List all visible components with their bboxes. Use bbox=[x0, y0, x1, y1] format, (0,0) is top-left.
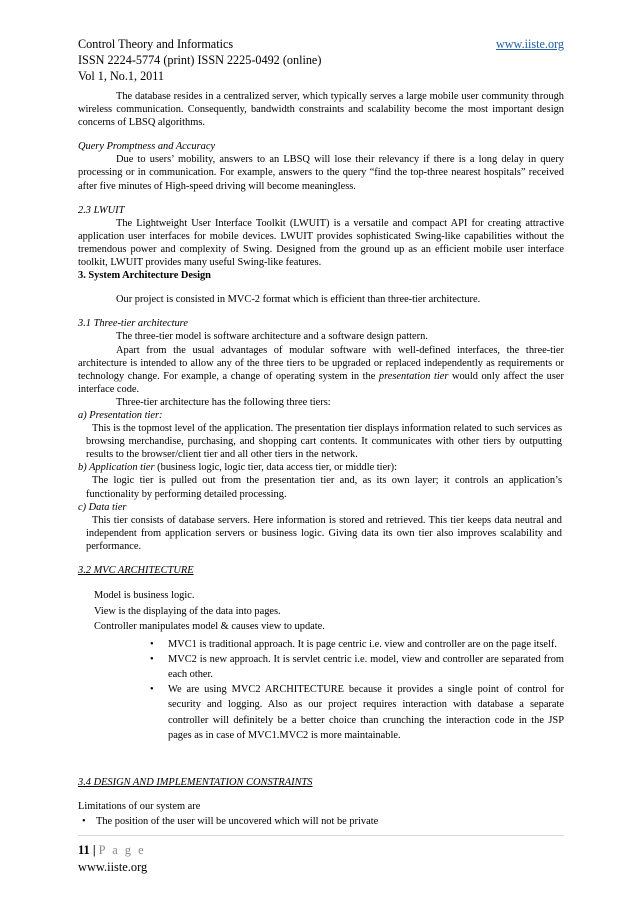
page-footer bbox=[78, 842, 147, 876]
page-separator: | bbox=[92, 843, 96, 857]
mvc-definitions bbox=[78, 588, 564, 635]
mvc-bullet-text: MVC2 is new approach. It is servlet centric i.e. model, view and controller are separated from each other. bbox=[168, 653, 564, 680]
heading-design-constraints: 3.4 DESIGN AND IMPLEMENTATION CONSTRAINTS bbox=[78, 777, 313, 789]
tier-a-text: This is the topmost level of the application. The presentation tier displays information related to such services as browsing merchandise, purchasing, and shopping cart contents. It communicates with other tiers by outputting results to the browser/client tier and all other tiers in the network. bbox=[86, 423, 562, 461]
tier-b-heading bbox=[78, 461, 564, 474]
tier-a-block bbox=[78, 422, 564, 461]
heading-system-architecture: 3. System Architecture Design bbox=[78, 270, 211, 282]
tier-b-text: The logic tier is pulled out from the presentation tier and, as its own layer; it controls an application’s functionality by performing detailed processing. bbox=[86, 475, 562, 500]
paragraph-database: The database resides in a centralized server, which typically serves a large mobile user community through wireless communication. Consequently, bandwidth constraints and scalability become the most important design concerns of LBSQ algorithms. bbox=[78, 91, 564, 129]
mvc-view-line: View is the displaying of the data into pages. bbox=[94, 605, 281, 617]
presentation-tier-emphasis: presentation tier bbox=[378, 370, 449, 382]
mvc-bullet-list bbox=[78, 637, 564, 743]
paragraph-project: Our project is consisted in MVC-2 format which is efficient than three-tier architecture. bbox=[116, 294, 481, 306]
list-item bbox=[150, 682, 564, 743]
paragraph-limitations: Limitations of our system are bbox=[78, 801, 201, 813]
paragraph-three-tier-1: The three-tier model is software architecture and a software design pattern. bbox=[116, 331, 428, 343]
bullet-icon: • bbox=[82, 816, 86, 828]
heading-query-promptness: Query Promptness and Accuracy bbox=[78, 141, 216, 153]
list-item bbox=[150, 637, 564, 652]
page-header bbox=[78, 36, 564, 84]
tier-c-block bbox=[78, 514, 564, 553]
paragraph-lwuit: The Lightweight User Interface Toolkit (LWUIT) is a versatile and compact API for creating attractive application user interfaces for mobile devices. LWUIT provides sophisticated Swing-like capabilities without the tremendous power and complexity of Swing. Designed from the ground up as an efficient mobile user interface toolkit, LWUIT provides many useful Swing-like features. bbox=[78, 217, 564, 269]
footer-divider bbox=[78, 835, 564, 836]
tier-a-label: a) Presentation tier: bbox=[78, 409, 163, 421]
paragraph-three-tier-3: Three-tier architecture has the following three tiers: bbox=[116, 396, 331, 408]
tier-b-block bbox=[78, 474, 564, 500]
list-item bbox=[150, 652, 564, 682]
page-body bbox=[78, 90, 564, 828]
tier-b-label-suffix: (business logic, logic tier, data access tier, or middle tier): bbox=[154, 462, 397, 474]
page-word: P a g e bbox=[98, 843, 146, 857]
bullet-icon: • bbox=[150, 638, 154, 650]
volume-line: Vol 1, No.1, 2011 bbox=[78, 69, 164, 83]
list-item bbox=[82, 815, 564, 828]
journal-url-link[interactable]: www.iiste.org bbox=[495, 37, 564, 51]
tier-b-label: b) Application tier bbox=[78, 462, 155, 474]
tier-c-text: This tier consists of database servers. Here information is stored and retrieved. This tier keeps data neutral and independent from application servers or business logic. Giving data its own tier also improves scalability and performance. bbox=[86, 514, 562, 552]
mvc-controller-line: Controller manipulates model & causes view to update. bbox=[94, 621, 325, 633]
heading-lwuit: 2.3 LWUIT bbox=[78, 204, 125, 216]
bullet-icon: • bbox=[150, 684, 154, 696]
paragraph-three-tier-2 bbox=[78, 344, 564, 396]
paragraph-three-tier-2-text-a: Apart from the usual advantages of modular software with well-defined interfaces, the three-tier architecture is intended to allow any of the three tiers to be upgraded or replaced independently as requirements or technology change. For example, a change of operating system in the bbox=[78, 344, 564, 382]
paragraph-query: Due to users’ mobility, answers to an LBSQ will lose their relevancy if there is a long delay in query processing or in communication. For example, answers to the query “find the top-three nearest hospitals” received after five minutes of High-speed driving will become meaningless. bbox=[78, 154, 564, 192]
limitations-list bbox=[78, 815, 564, 828]
mvc-bullet-text: MVC1 is traditional approach. It is page centric i.e. view and controller are on the page itself. bbox=[168, 638, 557, 650]
heading-mvc-architecture: 3.2 MVC ARCHITECTURE bbox=[78, 565, 194, 576]
mvc-model-line: Model is business logic. bbox=[94, 590, 195, 602]
heading-three-tier: 3.1 Three-tier architecture bbox=[78, 318, 188, 330]
tier-c-label: c) Data tier bbox=[78, 501, 127, 513]
footer-site: www.iiste.org bbox=[78, 860, 148, 874]
limitation-text: The position of the user will be uncovered which will not be private bbox=[96, 816, 379, 828]
page-number: 11 bbox=[78, 843, 90, 857]
journal-title: Control Theory and Informatics bbox=[78, 37, 234, 51]
mvc-bullet-text: We are using MVC2 ARCHITECTURE because it provides a single point of control for security and logging. Also as our project requires interaction with database a separate controller will definitely be a better choice than crunching the interaction code in the JSP pages as in case of MVC1.MVC2 is more maintainable. bbox=[168, 684, 564, 741]
paragraph-three-tier-2-text-b: would only affect the user interface code. bbox=[78, 370, 564, 395]
bullet-icon: • bbox=[150, 653, 154, 665]
issn-line: ISSN 2224-5774 (print) ISSN 2225-0492 (online) bbox=[78, 53, 322, 67]
